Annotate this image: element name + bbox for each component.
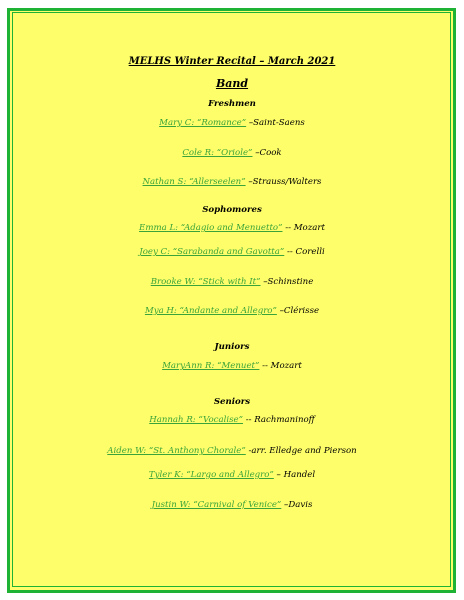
program-title: MELHS Winter Recital – March 2021: [128, 56, 336, 67]
performer-link[interactable]: Tyler K: “Largo and Allegro”: [148, 470, 274, 480]
performer-link[interactable]: Justin W: “Carnival of Venice”: [151, 500, 282, 510]
performer-link[interactable]: Nathan S: “Allerseelen”: [142, 177, 246, 187]
composer-text: –Strauss/Walters: [245, 177, 322, 187]
performer-link[interactable]: MaryAnn R: “Menuet”: [162, 361, 260, 371]
program-entry: [0, 305, 464, 317]
group-heading-seniors: Seniors: [213, 397, 251, 407]
program-entry: [0, 360, 464, 372]
composer-text: -arr. Elledge and Pierson: [245, 446, 357, 456]
program-entry: [0, 469, 464, 481]
group-heading-juniors: Juniors: [214, 342, 250, 352]
program-entry: [0, 222, 464, 234]
section-title: Band: [215, 77, 249, 90]
composer-text: –Davis: [281, 500, 313, 510]
performer-link[interactable]: Mya H: “Andante and Allegro”: [144, 306, 277, 316]
performer-link[interactable]: Joey C: “Sarabanda and Gavotta”: [139, 247, 285, 257]
composer-text: –Saint-Saens: [246, 118, 305, 128]
performer-link[interactable]: Aiden W: “St. Anthony Chorale”: [107, 446, 246, 456]
group-heading-sophomores: Sophomores: [202, 205, 262, 215]
program-entry: [0, 276, 464, 288]
composer-text: –Clérisse: [276, 306, 320, 316]
composer-text: – Handel: [273, 470, 316, 480]
composer-text: -- Rachmaninoff: [242, 415, 315, 425]
program-entry: [0, 147, 464, 159]
composer-text: –Cook: [252, 148, 282, 158]
performer-link[interactable]: Mary C: “Romance”: [159, 118, 247, 128]
program-entry: [0, 445, 464, 457]
program-entry: [0, 176, 464, 188]
performer-link[interactable]: Emma L: “Adagio and Menuetto”: [139, 223, 283, 233]
group-heading-freshmen: Freshmen: [208, 99, 256, 109]
performer-link[interactable]: Hannah R: “Vocalise”: [149, 415, 243, 425]
composer-text: –Schinstine: [260, 277, 314, 287]
program-entry: [0, 499, 464, 511]
program-entry: [0, 117, 464, 129]
composer-text: -- Corelli: [284, 247, 325, 257]
program-entry: [0, 246, 464, 258]
program-entry: [0, 414, 464, 426]
composer-text: -- Mozart: [259, 361, 302, 371]
performer-link[interactable]: Brooke W: “Stick with It”: [150, 277, 261, 287]
composer-text: -- Mozart: [282, 223, 325, 233]
performer-link[interactable]: Cole R: “Oriole”: [182, 148, 253, 158]
